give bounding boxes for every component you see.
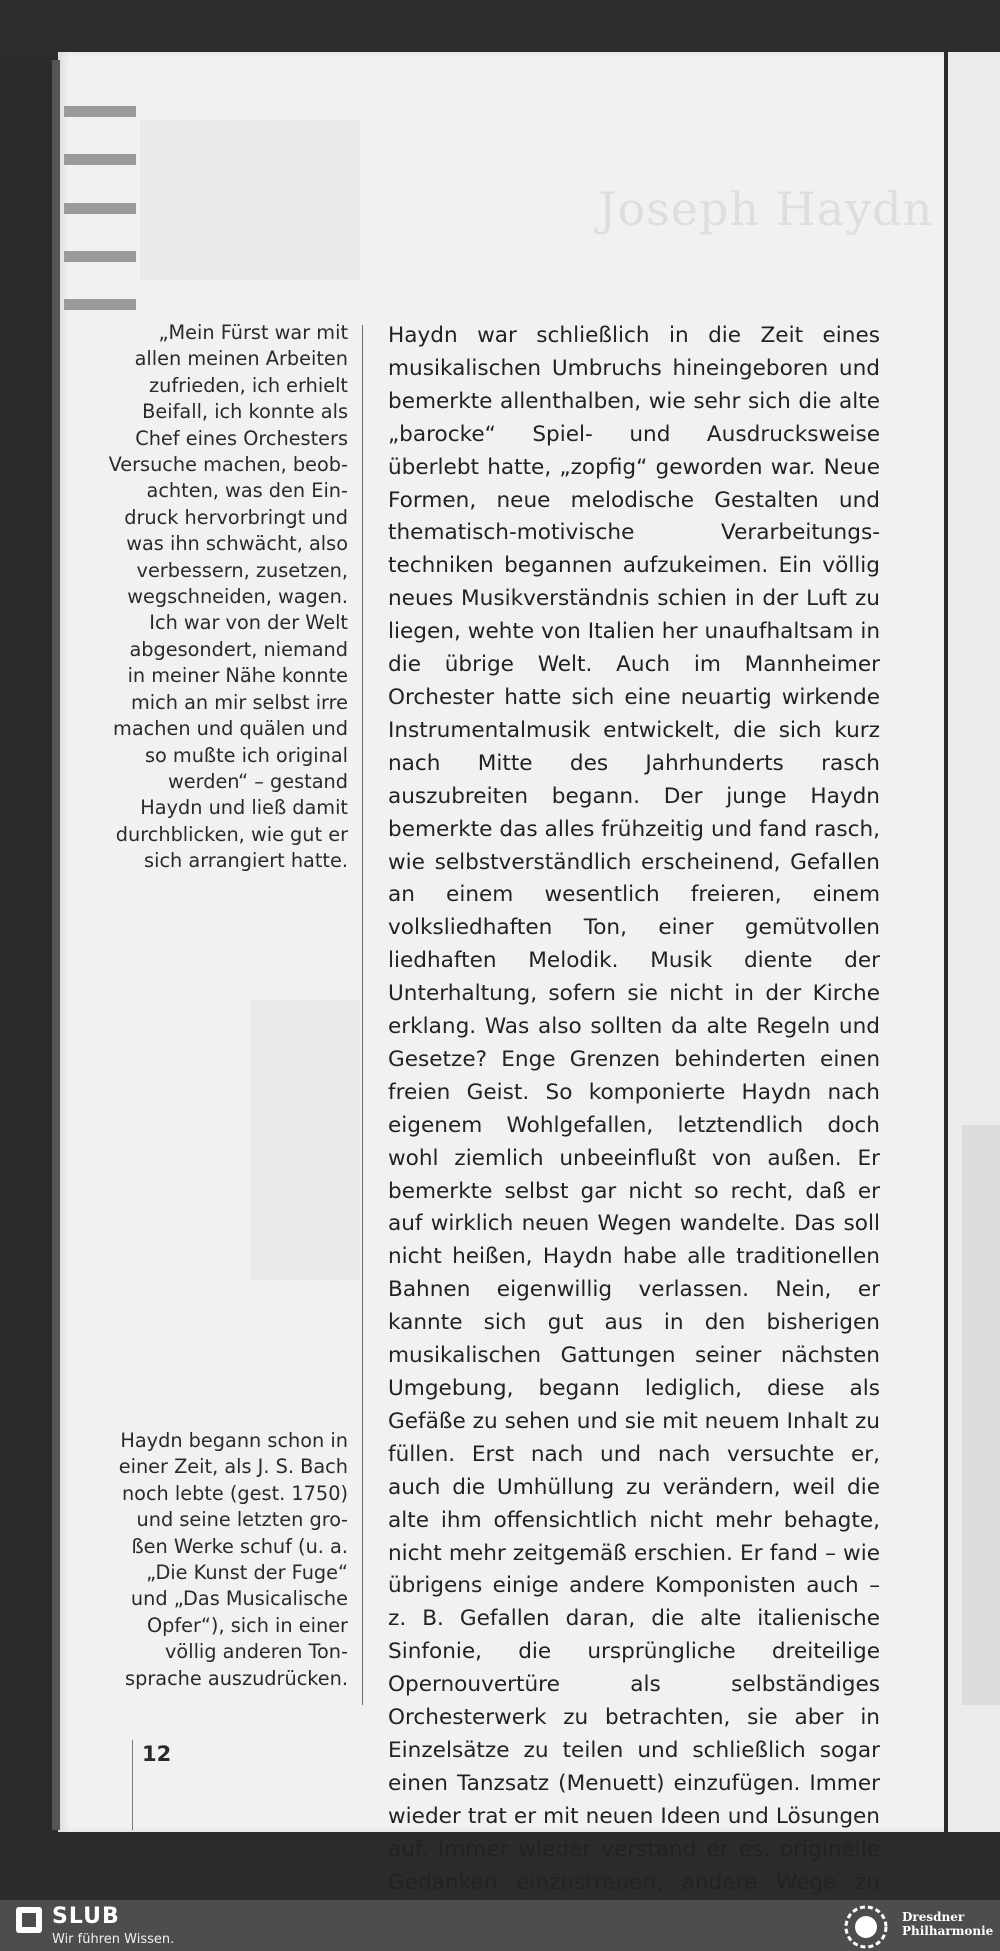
philharmonie-logo-icon xyxy=(842,1903,890,1951)
index-tab-mark xyxy=(64,106,136,117)
page-spine-edge xyxy=(52,60,60,1830)
index-tab-mark xyxy=(64,299,136,310)
index-tab-mark xyxy=(64,154,136,165)
scan-background xyxy=(0,0,1000,56)
index-tab-mark xyxy=(64,251,136,262)
main-body-text: Haydn war schließlich in die Zeit eines musikalischen Umbruchs hineingeboren und bemerkte allenthalben, wie sehr sich die alte „barocke“ Spiel- und Ausdrucksweise überlebt hatte, „zopfig“ geworden war. Neue Formen, neue melodische Gestalten und thematisch-motivische Verarbeitungstechniken begannen aufzukeimen. Ein völlig neues Musikverständnis schien in der Luft zu liegen, wehte von Italien her unaufhaltsam in die übrige Welt. Auch im Mannheimer Orchester hatte sich eine neuartig wirkende Instrumentalmusik entwickelt, die sich kurz nach Mitte des Jahrhunderts rasch auszubreiten begann. Der junge Haydn bemerkte das alles frühzeitig und fand rasch, wie selbstverständlich erscheinend, Gefallen an einem wesentlich freieren, einem volksliedhaften Ton, einer gemütvollen liedhaften Melodik. Musik diente der Unterhaltung, sofern sie nicht in der Kirche erklang. Was also sollten da alte Regeln und Gesetze? Enge Grenzen behinderten einen freien Geist. So komponierte Haydn nach eigenem Wohlgefallen, letztendlich doch wohl ziemlich unbeeinflußt von außen. Er bemerkte selbst gar nicht so recht, daß er auf wirklich neuen Wegen wandelte. Das soll nicht heißen, Haydn habe alle traditionellen Bahnen eigenwillig verlassen. Nein, er kannte sich gut aus in den bisherigen musikalischen Gattungen seiner nächsten Umgebung, begann lediglich, diese als Gefäße zu sehen und sie mit neuem Inhalt zu füllen. Erst nach und nach versuchte er, auch die Umhüllung zu verändern, weil die alte ihm offensichtlich nicht mehr behagte, nicht mehr zeitgemäß erschien. Er fand – wie übrigens einige andere Komponisten auch – z. B. Gefallen daran, die alte italienische Sinfonie, die ursprüngliche dreiteilige Opernouvertüre als selbständiges Orchesterwerk zu betrachten, sie aber in Einzelsätze zu teilen und schließlich sogar einen Tanzsatz (Menuett) einzufügen. Immer wieder trat er mit neuen Ideen und Lösungen auf. Immer wieder verstand er es, originelle Gedanken einzustreuen, andere Wege zu xyxy=(388,323,880,1895)
philharmonie-name[interactable] xyxy=(902,1910,993,1938)
bleed-through-shadow xyxy=(250,1000,360,1280)
column-divider xyxy=(362,325,363,1705)
sidebar-quote: „Mein Fürst war mit allen meinen Arbeiten zufrieden, ich erhielt Beifall, ich konnte als Chef eines Orchesters Versuche machen, beobachten, was den Eindruck hervorbringt und was ihn schwächt, also verbessern, zusetzen, wegschneiden, wagen. Ich war von der Welt abgesondert, niemand in meiner Nähe konnte mich an mir selbst irre machen und quälen und so mußte ich original werden“ – gestand Haydn und ließ damit durchblicken, wie gut er sich arrangiert hatte. xyxy=(108,321,348,873)
sidebar-note: Haydn begann schon in einer Zeit, als J. S. Bach noch lebte (gest. 1750) und seine letzten großen Werke schuf (u. a. „Die Kunst der Fuge“ und „Das Musicalische Opfer“), sich in einer völlig anderen Tonsprache auszudrücken. xyxy=(118,1429,348,1690)
bleed-through-shadow xyxy=(140,120,360,280)
slub-name[interactable]: SLUB xyxy=(52,1904,120,1929)
page-number: 12 xyxy=(142,1742,172,1766)
next-page-image-edge xyxy=(962,1125,1000,1705)
index-tab-mark xyxy=(64,203,136,214)
philharmonie-name-line2: Philharmonie xyxy=(902,1924,994,1938)
page-number-rule xyxy=(132,1740,133,1830)
slub-logo-icon xyxy=(14,1905,44,1935)
bleed-through-title: Joseph Haydn xyxy=(598,182,934,236)
slub-tagline: Wir führen Wissen. xyxy=(52,1932,175,1947)
philharmonie-name-line1: Dresdner xyxy=(902,1910,965,1924)
